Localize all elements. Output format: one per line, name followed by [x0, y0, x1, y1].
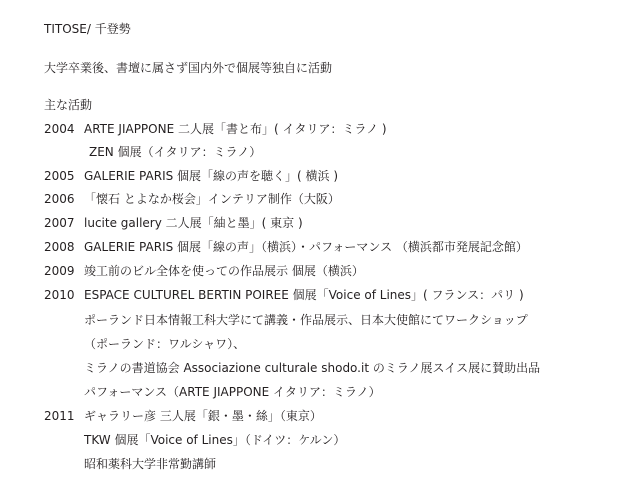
- activity-entry: 昭和薬科大学非常勤講師: [84, 457, 217, 471]
- activity-year: 2011: [44, 409, 75, 423]
- activity-entry: 「懐石 とよなか桜会」インテリア制作（大阪）: [84, 192, 340, 206]
- activity-entry: GALERIE PARIS 個展「線の声を聴く」( 横浜 ): [84, 169, 339, 183]
- activity-year: 2005: [44, 169, 75, 183]
- artist-name: TITOSE/ 千登勢: [44, 22, 131, 36]
- activity-year: 2008: [44, 240, 75, 254]
- activity-entry: GALERIE PARIS 個展「線の声」（横浜）・パフォーマンス （横浜都市発展記念館）: [84, 240, 528, 254]
- activity-year: 2007: [44, 216, 75, 230]
- activity-entry: ポーランド日本情報工科大学にて講義・作品展示、日本大使館にてワークショップ: [84, 313, 528, 327]
- activity-entry: ミラノの書道協会 Associazione culturale shodo.it のミラノ展スイス展に賛助出品: [84, 361, 541, 375]
- activity-entry: パフォーマンス（ARTE JIAPPONE イタリア：ミラノ）: [84, 385, 381, 399]
- activity-entry: ESPACE CULTUREL BERTIN POIREE 個展「Voice of Lines」( フランス：パリ ): [84, 288, 524, 302]
- activity-year: 2010: [44, 288, 75, 302]
- activity-entry: ARTE JIAPPONE 二人展「書と布」( イタリア：ミラノ ): [84, 122, 387, 136]
- activity-year: 2004: [44, 122, 75, 136]
- activity-entry: （ポーランド：ワルシャワ）、: [84, 337, 246, 351]
- activity-entry: lucite gallery 二人展「紬と墨」( 東京 ): [84, 216, 303, 230]
- activity-entry: TKW 個展「Voice of Lines」（ドイツ：ケルン）: [84, 433, 346, 447]
- activity-entry: 竣工前のビル全体を使っての作品展示 個展（横浜）: [84, 264, 364, 278]
- section-heading: 主な活動: [44, 98, 93, 112]
- intro-text: 大学卒業後、書壇に属さず国内外で個展等独自に活動: [44, 61, 333, 75]
- activity-year: 2006: [44, 192, 75, 206]
- activity-year: 2009: [44, 264, 75, 278]
- activity-entry: ZEN 個展（イタリア：ミラノ）: [89, 145, 262, 159]
- activity-entry: ギャラリー彦 三人展「銀・墨・絲」（東京）: [84, 409, 322, 423]
